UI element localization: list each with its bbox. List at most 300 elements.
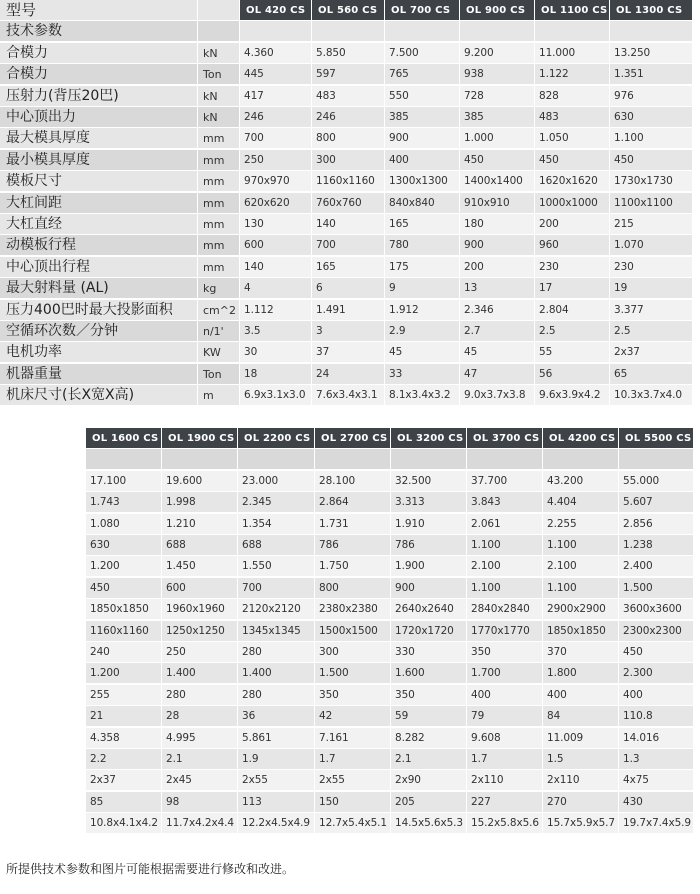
- value-cell: 9.6x3.9x4.2: [535, 385, 610, 406]
- value-cell: 1.9: [238, 749, 315, 770]
- value-cell: 1400x1400: [460, 171, 535, 192]
- value-cell: 3.5: [240, 321, 312, 342]
- value-cell: 900: [460, 235, 535, 256]
- value-cell: 113: [238, 792, 315, 813]
- value-cell: 800: [315, 578, 391, 599]
- value-cell: 1.400: [238, 663, 315, 684]
- table-row: [0, 128, 693, 149]
- value-cell: 1500x1500: [315, 621, 391, 642]
- table-row: [86, 621, 694, 642]
- value-cell: 385: [385, 107, 460, 128]
- value-cell: 11.000: [535, 43, 610, 64]
- model-header: OL 3200 CS: [391, 428, 467, 449]
- value-cell: 760x760: [312, 193, 385, 214]
- value-cell: 1.200: [86, 556, 162, 577]
- value-cell: 215: [610, 214, 693, 235]
- value-cell: 240: [86, 642, 162, 663]
- value-cell: 765: [385, 64, 460, 85]
- table-row: [86, 556, 694, 577]
- value-cell: 45: [385, 342, 460, 363]
- value-cell: 4.404: [543, 492, 619, 513]
- section-blank-cell: [467, 449, 543, 470]
- value-cell: 59: [391, 706, 467, 727]
- value-cell: 55.000: [619, 471, 694, 492]
- value-cell: 3600x3600: [619, 599, 694, 620]
- value-cell: 21: [86, 706, 162, 727]
- value-cell: 23.000: [238, 471, 315, 492]
- value-cell: 2.100: [467, 556, 543, 577]
- value-cell: 30: [240, 342, 312, 363]
- value-cell: 2x110: [467, 770, 543, 791]
- value-cell: 2900x2900: [543, 599, 619, 620]
- value-cell: 43.200: [543, 471, 619, 492]
- param-unit: kg: [198, 278, 240, 299]
- value-cell: 165: [385, 214, 460, 235]
- model-header: OL 700 CS: [385, 0, 460, 21]
- value-cell: 8.1x3.4x3.2: [385, 385, 460, 406]
- value-cell: 2300x2300: [619, 621, 694, 642]
- value-cell: 1720x1720: [391, 621, 467, 642]
- value-cell: 597: [312, 64, 385, 85]
- value-cell: 700: [238, 578, 315, 599]
- value-cell: 688: [162, 535, 238, 556]
- model-header: OL 1300 CS: [610, 0, 693, 21]
- value-cell: 1.912: [385, 300, 460, 321]
- param-unit: mm: [198, 150, 240, 171]
- value-cell: 2.856: [619, 514, 694, 535]
- section-blank-cell: [86, 449, 162, 470]
- value-cell: 230: [610, 257, 693, 278]
- value-cell: 28.100: [315, 471, 391, 492]
- value-cell: 2.345: [238, 492, 315, 513]
- value-cell: 227: [467, 792, 543, 813]
- value-cell: 1730x1730: [610, 171, 693, 192]
- value-cell: 47: [460, 364, 535, 385]
- table-row: [86, 685, 694, 706]
- section-blank-cell: [312, 21, 385, 42]
- value-cell: 1.210: [162, 514, 238, 535]
- value-cell: 19.600: [162, 471, 238, 492]
- table-row: [86, 706, 694, 727]
- value-cell: 4x75: [619, 770, 694, 791]
- value-cell: 1.800: [543, 663, 619, 684]
- value-cell: 205: [391, 792, 467, 813]
- value-cell: 1850x1850: [543, 621, 619, 642]
- value-cell: 200: [460, 257, 535, 278]
- table-row: [86, 514, 694, 535]
- section-blank-cell: [240, 21, 312, 42]
- value-cell: 84: [543, 706, 619, 727]
- value-cell: 2.1: [162, 749, 238, 770]
- section-blank-cell: [535, 21, 610, 42]
- value-cell: 600: [162, 578, 238, 599]
- value-cell: 150: [315, 792, 391, 813]
- value-cell: 9: [385, 278, 460, 299]
- value-cell: 37: [312, 342, 385, 363]
- model-header: OL 4200 CS: [543, 428, 619, 449]
- model-header: OL 1900 CS: [162, 428, 238, 449]
- value-cell: 37.700: [467, 471, 543, 492]
- param-unit: mm: [198, 214, 240, 235]
- param-label: 最大模具厚度: [0, 128, 198, 149]
- model-header: OL 3700 CS: [467, 428, 543, 449]
- value-cell: 2.7: [460, 321, 535, 342]
- value-cell: 1.112: [240, 300, 312, 321]
- value-cell: 36: [238, 706, 315, 727]
- value-cell: 1.731: [315, 514, 391, 535]
- table-row: [86, 471, 694, 492]
- section-blank-cell: [385, 21, 460, 42]
- value-cell: 3: [312, 321, 385, 342]
- value-cell: 9.200: [460, 43, 535, 64]
- table2-section-row: [86, 449, 694, 470]
- param-unit: cm^2: [198, 300, 240, 321]
- value-cell: 786: [391, 535, 467, 556]
- value-cell: 1.450: [162, 556, 238, 577]
- value-cell: 19: [610, 278, 693, 299]
- table-row: [0, 171, 693, 192]
- value-cell: 280: [238, 685, 315, 706]
- value-cell: 4.358: [86, 728, 162, 749]
- value-cell: 1.100: [543, 578, 619, 599]
- section-blank-cell: [238, 449, 315, 470]
- value-cell: 230: [535, 257, 610, 278]
- param-label: 模板尺寸: [0, 171, 198, 192]
- value-cell: 1345x1345: [238, 621, 315, 642]
- param-unit: n/1': [198, 321, 240, 342]
- param-label: 空循环次数／分钟: [0, 321, 198, 342]
- value-cell: 200: [535, 214, 610, 235]
- value-cell: 2x55: [315, 770, 391, 791]
- value-cell: 2.864: [315, 492, 391, 513]
- table-row: [0, 257, 693, 278]
- value-cell: 400: [385, 150, 460, 171]
- model-header: OL 5500 CS: [619, 428, 694, 449]
- value-cell: 445: [240, 64, 312, 85]
- section-blank-cell: [610, 21, 693, 42]
- value-cell: 2.1: [391, 749, 467, 770]
- value-cell: 13.250: [610, 43, 693, 64]
- value-cell: 1.200: [86, 663, 162, 684]
- value-cell: 2x55: [238, 770, 315, 791]
- value-cell: 960: [535, 235, 610, 256]
- section-blank-cell: [543, 449, 619, 470]
- value-cell: 32.500: [391, 471, 467, 492]
- value-cell: 2640x2640: [391, 599, 467, 620]
- value-cell: 1620x1620: [535, 171, 610, 192]
- value-cell: 786: [315, 535, 391, 556]
- value-cell: 42: [315, 706, 391, 727]
- value-cell: 1960x1960: [162, 599, 238, 620]
- section-label: 技术参数: [0, 21, 198, 42]
- section-unit-blank: [198, 21, 240, 42]
- value-cell: 620x620: [240, 193, 312, 214]
- table-row: [86, 492, 694, 513]
- value-cell: 2.255: [543, 514, 619, 535]
- value-cell: 1.743: [86, 492, 162, 513]
- value-cell: 130: [240, 214, 312, 235]
- value-cell: 1.351: [610, 64, 693, 85]
- value-cell: 630: [610, 107, 693, 128]
- value-cell: 3.377: [610, 300, 693, 321]
- value-cell: 6: [312, 278, 385, 299]
- table-row: [0, 342, 693, 363]
- value-cell: 450: [460, 150, 535, 171]
- value-cell: 8.282: [391, 728, 467, 749]
- value-cell: 140: [312, 214, 385, 235]
- table-row: [0, 235, 693, 256]
- value-cell: 780: [385, 235, 460, 256]
- param-unit: mm: [198, 128, 240, 149]
- param-unit: kN: [198, 86, 240, 107]
- value-cell: 14.016: [619, 728, 694, 749]
- value-cell: 140: [240, 257, 312, 278]
- value-cell: 2x90: [391, 770, 467, 791]
- value-cell: 800: [312, 128, 385, 149]
- param-label: 大杠间距: [0, 193, 198, 214]
- value-cell: 165: [312, 257, 385, 278]
- value-cell: 28: [162, 706, 238, 727]
- param-label: 电机功率: [0, 342, 198, 363]
- spec-table-1: [0, 0, 700, 420]
- model-header: OL 560 CS: [312, 0, 385, 21]
- param-unit: kN: [198, 43, 240, 64]
- value-cell: 2.804: [535, 300, 610, 321]
- table-row: [86, 663, 694, 684]
- param-label: 合模力: [0, 43, 198, 64]
- table-row: [86, 770, 694, 791]
- value-cell: 17: [535, 278, 610, 299]
- value-cell: 4.360: [240, 43, 312, 64]
- value-cell: 2.9: [385, 321, 460, 342]
- section-blank-cell: [315, 449, 391, 470]
- value-cell: 13: [460, 278, 535, 299]
- table2-header-row: [86, 428, 694, 449]
- value-cell: 11.7x4.2x4.4: [162, 813, 238, 834]
- param-unit: mm: [198, 193, 240, 214]
- value-cell: 56: [535, 364, 610, 385]
- param-label: 大杠直经: [0, 214, 198, 235]
- value-cell: 300: [312, 150, 385, 171]
- value-cell: 180: [460, 214, 535, 235]
- value-cell: 1.491: [312, 300, 385, 321]
- value-cell: 1.100: [543, 535, 619, 556]
- value-cell: 4: [240, 278, 312, 299]
- value-cell: 976: [610, 86, 693, 107]
- value-cell: 15.2x5.8x5.6: [467, 813, 543, 834]
- value-cell: 3.313: [391, 492, 467, 513]
- value-cell: 700: [240, 128, 312, 149]
- value-cell: 1.400: [162, 663, 238, 684]
- value-cell: 98: [162, 792, 238, 813]
- value-cell: 2x45: [162, 770, 238, 791]
- value-cell: 14.5x5.6x5.3: [391, 813, 467, 834]
- table-row: [0, 364, 693, 385]
- value-cell: 600: [240, 235, 312, 256]
- model-label: 型号: [0, 0, 198, 21]
- value-cell: 350: [467, 642, 543, 663]
- param-unit: kN: [198, 107, 240, 128]
- param-unit: m: [198, 385, 240, 406]
- value-cell: 79: [467, 706, 543, 727]
- param-label: 动模板行程: [0, 235, 198, 256]
- value-cell: 430: [619, 792, 694, 813]
- value-cell: 1.600: [391, 663, 467, 684]
- value-cell: 1.700: [467, 663, 543, 684]
- param-label: 合模力: [0, 64, 198, 85]
- param-unit: Ton: [198, 64, 240, 85]
- value-cell: 2.400: [619, 556, 694, 577]
- value-cell: 45: [460, 342, 535, 363]
- value-cell: 246: [312, 107, 385, 128]
- value-cell: 1.550: [238, 556, 315, 577]
- table-row: [86, 792, 694, 813]
- value-cell: 1.100: [467, 535, 543, 556]
- value-cell: 828: [535, 86, 610, 107]
- value-cell: 1.122: [535, 64, 610, 85]
- value-cell: 385: [460, 107, 535, 128]
- table1-header-row: [0, 0, 693, 21]
- value-cell: 10.8x4.1x4.2: [86, 813, 162, 834]
- param-unit: Ton: [198, 364, 240, 385]
- value-cell: 2.346: [460, 300, 535, 321]
- value-cell: 1.500: [315, 663, 391, 684]
- value-cell: 1.500: [619, 578, 694, 599]
- value-cell: 2.5: [535, 321, 610, 342]
- value-cell: 1.900: [391, 556, 467, 577]
- value-cell: 1.7: [315, 749, 391, 770]
- table-row: [86, 599, 694, 620]
- table-row: [0, 64, 693, 85]
- value-cell: 3.843: [467, 492, 543, 513]
- value-cell: 7.161: [315, 728, 391, 749]
- value-cell: 15.7x5.9x5.7: [543, 813, 619, 834]
- value-cell: 910x910: [460, 193, 535, 214]
- value-cell: 18: [240, 364, 312, 385]
- param-label: 机器重量: [0, 364, 198, 385]
- value-cell: 2.100: [543, 556, 619, 577]
- table-row: [0, 150, 693, 171]
- table-row: [86, 578, 694, 599]
- value-cell: 1000x1000: [535, 193, 610, 214]
- value-cell: 938: [460, 64, 535, 85]
- value-cell: 330: [391, 642, 467, 663]
- value-cell: 370: [543, 642, 619, 663]
- value-cell: 1100x1100: [610, 193, 693, 214]
- value-cell: 280: [238, 642, 315, 663]
- value-cell: 1300x1300: [385, 171, 460, 192]
- param-unit: mm: [198, 171, 240, 192]
- value-cell: 350: [391, 685, 467, 706]
- value-cell: 417: [240, 86, 312, 107]
- value-cell: 2.061: [467, 514, 543, 535]
- value-cell: 688: [238, 535, 315, 556]
- value-cell: 1.080: [86, 514, 162, 535]
- table-row: [0, 214, 693, 235]
- value-cell: 9.608: [467, 728, 543, 749]
- value-cell: 1.050: [535, 128, 610, 149]
- value-cell: 175: [385, 257, 460, 278]
- value-cell: 5.607: [619, 492, 694, 513]
- value-cell: 2120x2120: [238, 599, 315, 620]
- value-cell: 1.5: [543, 749, 619, 770]
- value-cell: 10.3x3.7x4.0: [610, 385, 693, 406]
- value-cell: 6.9x3.1x3.0: [240, 385, 312, 406]
- section-blank-cell: [391, 449, 467, 470]
- value-cell: 1160x1160: [86, 621, 162, 642]
- value-cell: 250: [162, 642, 238, 663]
- value-cell: 2x110: [543, 770, 619, 791]
- table-row: [0, 43, 693, 64]
- value-cell: 900: [385, 128, 460, 149]
- section-blank-cell: [619, 449, 694, 470]
- value-cell: 1.750: [315, 556, 391, 577]
- value-cell: 33: [385, 364, 460, 385]
- value-cell: 110.8: [619, 706, 694, 727]
- value-cell: 1250x1250: [162, 621, 238, 642]
- model-header: OL 420 CS: [240, 0, 312, 21]
- value-cell: 5.850: [312, 43, 385, 64]
- value-cell: 900: [391, 578, 467, 599]
- value-cell: 255: [86, 685, 162, 706]
- section-blank-cell: [460, 21, 535, 42]
- table-row: [0, 193, 693, 214]
- param-unit: mm: [198, 235, 240, 256]
- value-cell: 1770x1770: [467, 621, 543, 642]
- value-cell: 1.3: [619, 749, 694, 770]
- model-header: OL 1100 CS: [535, 0, 610, 21]
- value-cell: 400: [467, 685, 543, 706]
- value-cell: 1.000: [460, 128, 535, 149]
- value-cell: 5.861: [238, 728, 315, 749]
- value-cell: 7.500: [385, 43, 460, 64]
- value-cell: 400: [619, 685, 694, 706]
- value-cell: 85: [86, 792, 162, 813]
- footnote: 所提供技术参数和图片可能根据需要进行修改和改进。: [6, 862, 295, 876]
- value-cell: 7.6x3.4x3.1: [312, 385, 385, 406]
- model-header: OL 900 CS: [460, 0, 535, 21]
- value-cell: 1850x1850: [86, 599, 162, 620]
- param-unit: mm: [198, 257, 240, 278]
- value-cell: 450: [86, 578, 162, 599]
- param-label: 机床尺寸(长X宽X高): [0, 385, 198, 406]
- value-cell: 1.910: [391, 514, 467, 535]
- table-row: [0, 278, 693, 299]
- param-label: 压射力(背压20巴): [0, 86, 198, 107]
- value-cell: 246: [240, 107, 312, 128]
- value-cell: 4.995: [162, 728, 238, 749]
- value-cell: 19.7x7.4x5.9: [619, 813, 694, 834]
- param-label: 压力400巴时最大投影面积: [0, 300, 198, 321]
- value-cell: 2.300: [619, 663, 694, 684]
- value-cell: 630: [86, 535, 162, 556]
- value-cell: 550: [385, 86, 460, 107]
- value-cell: 1.998: [162, 492, 238, 513]
- value-cell: 483: [312, 86, 385, 107]
- table-row: [0, 86, 693, 107]
- value-cell: 728: [460, 86, 535, 107]
- value-cell: 450: [535, 150, 610, 171]
- value-cell: 2380x2380: [315, 599, 391, 620]
- value-cell: 483: [535, 107, 610, 128]
- value-cell: 2840x2840: [467, 599, 543, 620]
- value-cell: 450: [619, 642, 694, 663]
- value-cell: 1.7: [467, 749, 543, 770]
- value-cell: 1160x1160: [312, 171, 385, 192]
- value-cell: 2x37: [86, 770, 162, 791]
- value-cell: 400: [543, 685, 619, 706]
- table1-section-row: [0, 21, 693, 42]
